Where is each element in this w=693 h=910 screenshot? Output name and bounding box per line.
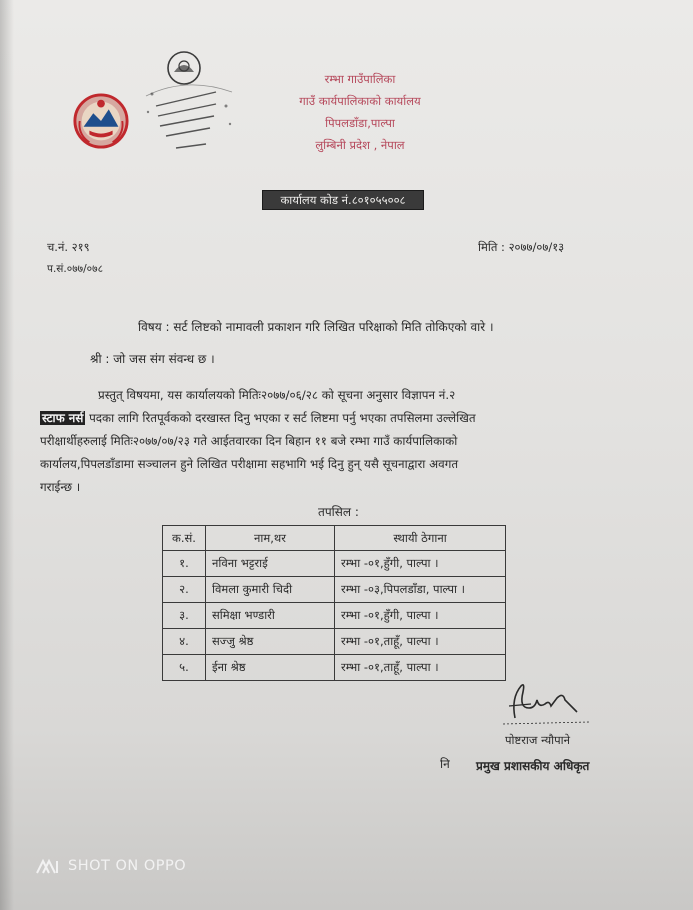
province-country: लुम्बिनी प्रदेश , नेपाल: [315, 138, 405, 152]
name-cell: ईना श्रेष्ठ: [206, 655, 335, 681]
nepal-emblem-icon: [72, 92, 130, 150]
address-cell: रम्भा -०१,ताहूँ, पाल्पा ।: [335, 629, 506, 655]
serial-cell: ५.: [163, 655, 206, 681]
table-title: तपसिल :: [318, 505, 359, 519]
serial-cell: १.: [163, 551, 206, 577]
address-cell: रम्भा -०३,पिपलडाँडा, पाल्पा ।: [335, 577, 506, 603]
serial-cell: ३.: [163, 603, 206, 629]
municipality-name: रम्भा गाउँपालिका: [324, 72, 396, 86]
header-name: नाम,थर: [206, 526, 335, 551]
name-cell: सज्जु श्रेष्ठ: [206, 629, 335, 655]
header-address: स्थायी ठेगाना: [335, 526, 506, 551]
table-row: [163, 551, 506, 577]
addressee: श्री : जो जस संग संवन्ध छ ।: [90, 352, 215, 366]
camera-watermark: [36, 858, 186, 874]
table-row: [163, 603, 506, 629]
office-name: गाउँ कार्यपालिकाको कार्यालय: [299, 94, 421, 108]
letterhead: [250, 68, 470, 156]
serial-cell: ४.: [163, 629, 206, 655]
page-edge-shadow: [0, 0, 14, 910]
address-cell: रम्भा -०१,हुँगी, पाल्पा ।: [335, 603, 506, 629]
signatory-mark: नि: [440, 757, 450, 771]
signatory-name: पोष्टराज न्यौपाने: [505, 733, 571, 747]
camera-watermark-text: SHOT ON OPPO: [68, 858, 187, 874]
letter-date: मिति : २०७७/०७/१३: [478, 240, 565, 254]
body-line-2-text: पदका लागि रितपूर्वकको दरखास्त दिनु भएका र सर्ट लिष्टमा पर्नु भएका तपसिलमा उल्लेखित: [85, 411, 476, 425]
serial-cell: २.: [163, 577, 206, 603]
body-line-2: [40, 407, 618, 430]
body-line-1: प्रस्तुत् विषयमा, यस कार्यालयको मितिः२०७७/०६/२८ को सूचना अनुसार विज्ञापन नं.२: [98, 388, 456, 402]
table-row: [163, 577, 506, 603]
address-cell: रम्भा -०१,ताहूँ, पाल्पा ।: [335, 655, 506, 681]
letter-body: [40, 384, 618, 499]
office-code-badge: कार्यालय कोड नं.८०१०५५००८: [262, 190, 424, 210]
signatory-title: प्रमुख प्रशासकीय अधिकृत: [476, 759, 590, 773]
table-header-row: [163, 526, 506, 551]
address-cell: रम्भा -०१,हुँगी, पाल्पा ।: [335, 551, 506, 577]
office-seal-stamp-icon: [136, 46, 242, 166]
table-row: [163, 655, 506, 681]
body-line-3: परीक्षार्थीहरुलाई मितिः२०७७/०७/२३ गते आईतवारका दिन बिहान ११ बजे रम्भा गाउँ कार्यपालिकाको: [40, 434, 458, 448]
table-row: [163, 629, 506, 655]
name-cell: समिक्षा भण्डारी: [206, 603, 335, 629]
body-line-5: गराईन्छ ।: [40, 480, 81, 494]
letter-subject: विषय : सर्ट लिष्टको नामावली प्रकाशन गरि लिखित परिक्षाको मिति तोकिएको वारे ।: [138, 320, 494, 334]
office-location: पिपलडाँडा,पाल्पा: [325, 116, 395, 130]
handwritten-signature-icon: [485, 678, 595, 726]
body-line-4: कार्यालय,पिपलडाँडामा सञ्चालन हुने लिखित परीक्षामा सहभागि भई दिनु हुन् यसै सूचनाद्वारा अवगत: [40, 457, 459, 471]
dispatch-number: च.नं. २१९: [47, 240, 90, 254]
header-serial: क.सं.: [163, 526, 206, 551]
name-cell: विमला कुमारी चिदी: [206, 577, 335, 603]
name-cell: नविना भट्टराई: [206, 551, 335, 577]
fiscal-year: प.सं.०७७/०७८: [47, 263, 104, 275]
oppo-ai-logo-icon: [36, 858, 62, 874]
highlighted-post-name: स्टाफ नर्स: [42, 411, 84, 425]
candidates-table: [162, 525, 506, 681]
